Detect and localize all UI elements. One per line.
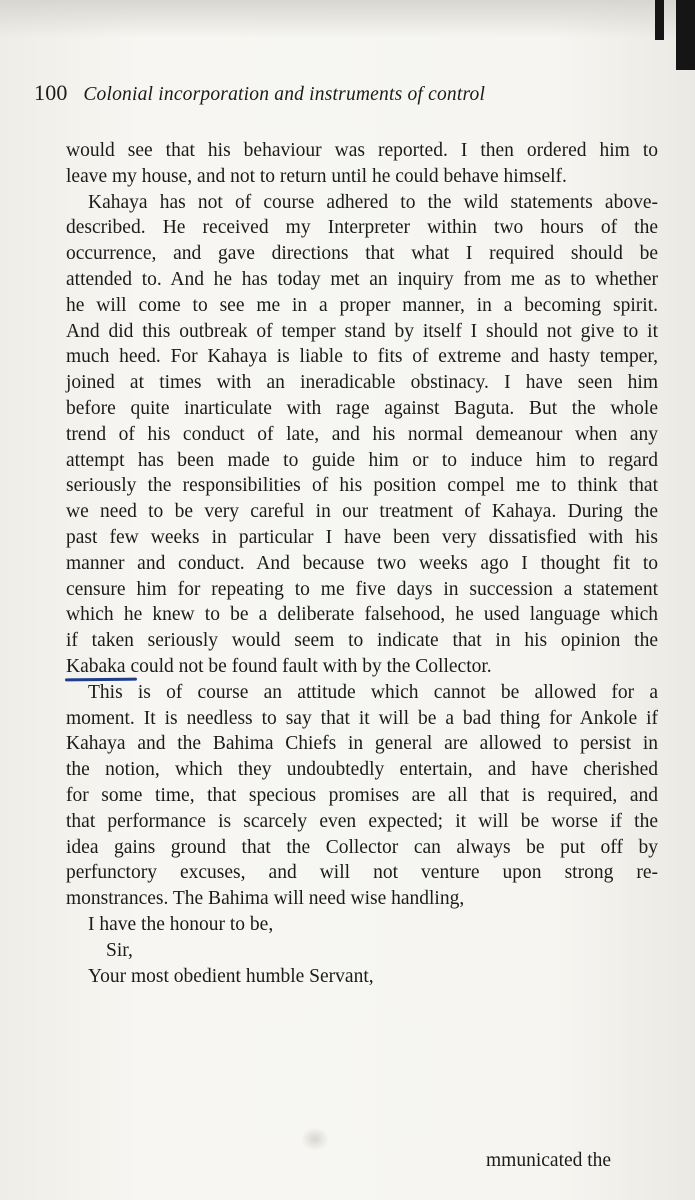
text-line: trend of his conduct of late, and his normal demeanour when any [66,423,658,445]
text-line: occurrence, and gave directions that what I required should be [66,243,658,265]
text-line: seriously the responsibilities of his position compel me to think that [66,475,658,497]
text-line: perfunctory excuses, and will not venture upon strong re- [66,862,658,884]
text-line: monstrances. The Bahima will need wise handling, [66,888,465,910]
text-line: much heed. For Kahaya is liable to fits of extreme and hasty temper, [66,346,658,368]
page-number: 100 [34,80,68,105]
text-line: joined at times with an ineradicable obstinacy. I have seen him [66,372,658,394]
scan-shadow [0,0,695,38]
text-line-rest: could not be found fault with by the Collector. [125,655,492,677]
closing-line: I have the honour to be, [88,913,274,935]
closing-salutation: Sir, [106,939,133,961]
text-line: manner and conduct. And because two weeks ago I thought fit to [66,552,658,574]
text-line: idea gains ground that the Collector can always be put off by [66,836,658,858]
running-title: Colonial incorporation and instruments of control [83,84,486,105]
text-line: before quite inarticulate with rage against Baguta. But the whole [66,397,658,419]
text-line: Kahaya has not of course adhered to the wild statements above- [88,191,658,213]
text-line: censure him for repeating to me five days in succession a statement [66,578,658,600]
closing-signoff: Your most obedient humble Servant, [88,965,374,987]
text-line: that performance is scarcely even expected; it will be worse if the [66,810,658,832]
text-line: Kahaya and the Bahima Chiefs in general are allowed to persist in [66,733,658,755]
text-line: attempt has been made to guide him or to induce him to regard [66,449,658,471]
scan-edge-mark [655,0,664,40]
text-line: he will come to see me in a proper manner, in a becoming spirit. [66,294,658,316]
underlined-word [66,656,126,677]
body-text [66,138,658,989]
text-line: if taken seriously would seem to indicate that in his opinion the [66,630,658,652]
text-line: would see that his behaviour was reported. I then ordered him to [66,140,658,161]
text-line: And did this outbreak of temper stand by itself I should not give to it [66,320,658,342]
next-paragraph-fragment: mmunicated the [486,1150,612,1171]
text-line: attended to. And he has today met an inquiry from me as to whether [66,268,658,290]
text-line: past few weeks in particular I have been very dissatisfied with his [66,526,658,548]
text-line-kabaka [66,654,658,680]
text-line: leave my house, and not to return until he could behave himself. [66,165,567,187]
underlined-word-text: Kabaka [66,655,126,677]
scan-edge-mark [676,0,695,70]
text-line: moment. It is needless to say that it will be a bad thing for Ankole if [66,707,658,729]
text-line: which he knew to be a deliberate falsehood, he used language which [66,604,658,626]
text-line: we need to be very careful in our treatment of Kahaya. During the [66,501,658,523]
text-line: This is of course an attitude which cannot be allowed for a [88,681,658,703]
text-line: for some time, that specious promises are all that is required, and [66,784,658,806]
paper-smudge [302,1128,328,1150]
running-header [34,80,485,106]
text-line: the notion, which they undoubtedly entertain, and have cherished [66,759,658,781]
text-line: described. He received my Interpreter within two hours of the [66,217,658,239]
